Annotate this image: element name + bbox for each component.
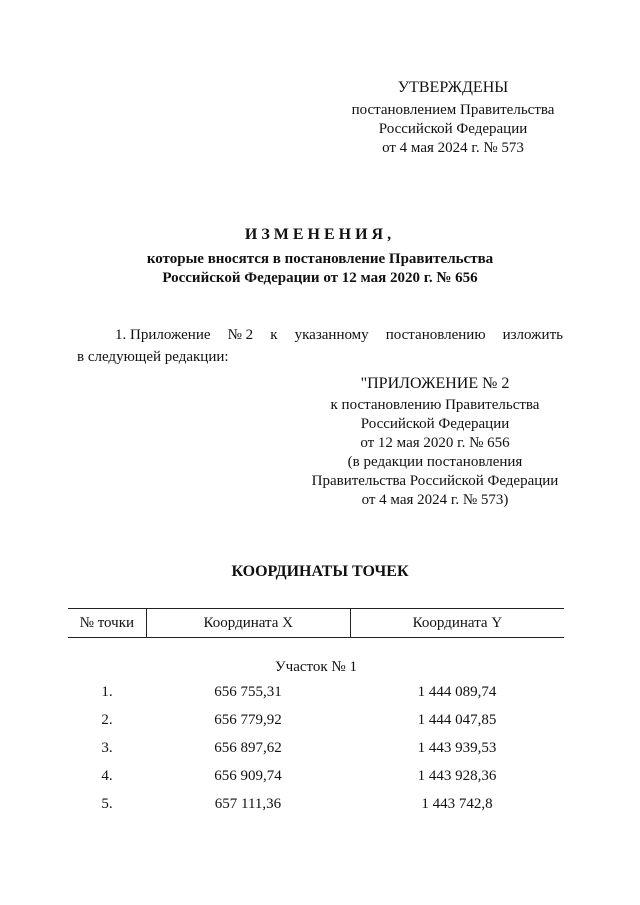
paragraph-line-1 xyxy=(77,324,563,346)
cell-x: 657 111,36 xyxy=(214,796,282,812)
appendix-header xyxy=(305,374,565,510)
document-title: ИЗМЕНЕНИЯ, xyxy=(244,226,396,243)
cell-point: 1. xyxy=(101,684,113,700)
table-row xyxy=(68,734,564,762)
subtitle-line: Российской Федерации от 12 мая 2020 г. № 656 xyxy=(162,270,478,286)
table-row xyxy=(68,706,564,734)
appendix-line: Российской Федерации xyxy=(360,416,510,432)
cell-point: 3. xyxy=(101,740,113,756)
approval-line: Российской Федерации xyxy=(378,121,528,137)
paragraph-word: 1. Приложение xyxy=(115,327,211,343)
paragraph-word: постановлению xyxy=(385,327,486,343)
table-section-label: Участок № 1 xyxy=(275,659,357,675)
cell-y: 1 443 742,8 xyxy=(421,796,493,812)
cell-y: 1 444 089,74 xyxy=(417,684,497,700)
appendix-heading: "ПРИЛОЖЕНИЕ № 2 xyxy=(360,375,510,392)
paragraph-word: к xyxy=(270,327,278,343)
cell-x: 656 909,74 xyxy=(214,768,282,784)
cell-point: 2. xyxy=(101,712,113,728)
table-row xyxy=(68,678,564,706)
body-paragraph xyxy=(77,324,563,368)
table-row xyxy=(68,762,564,790)
cell-y: 1 443 928,36 xyxy=(417,768,497,784)
header-coordinate-y: Координата Y xyxy=(412,614,503,631)
paragraph-word: № 2 xyxy=(227,327,254,343)
appendix-line: (в редакции постановления xyxy=(347,454,523,470)
document-subtitle xyxy=(0,250,640,288)
approval-line: от 4 мая 2024 г. № 573 xyxy=(382,140,524,156)
cell-x: 656 755,31 xyxy=(214,684,282,700)
appendix-line: Правительства Российской Федерации xyxy=(311,473,559,489)
table-header xyxy=(68,608,564,638)
paragraph-word: указанному xyxy=(294,327,369,343)
subtitle-line: которые вносятся в постановление Правительства xyxy=(146,251,494,267)
cell-point: 5. xyxy=(101,796,113,812)
appendix-line: от 4 мая 2024 г. № 573) xyxy=(361,492,509,508)
approval-heading: УТВЕРЖДЕНЫ xyxy=(397,79,509,96)
cell-y: 1 443 939,53 xyxy=(417,740,497,756)
approval-line: постановлением Правительства xyxy=(351,102,555,118)
coordinates-table xyxy=(68,608,564,818)
cell-x: 656 897,62 xyxy=(214,740,282,756)
paragraph-word: изложить xyxy=(502,327,563,343)
appendix-line: к постановлению Правительства xyxy=(330,397,540,413)
table-row xyxy=(68,790,564,818)
cell-point: 4. xyxy=(101,768,113,784)
coordinates-title: КООРДИНАТЫ ТОЧЕК xyxy=(231,563,409,580)
approval-stamp xyxy=(340,78,566,158)
header-coordinate-x: Координата X xyxy=(147,609,351,637)
cell-y: 1 444 047,85 xyxy=(417,712,497,728)
paragraph-line-2: в следующей редакции: xyxy=(77,349,229,365)
cell-x: 656 779,92 xyxy=(214,712,282,728)
header-point-number: № точки xyxy=(68,609,147,637)
appendix-line: от 12 мая 2020 г. № 656 xyxy=(360,435,510,451)
